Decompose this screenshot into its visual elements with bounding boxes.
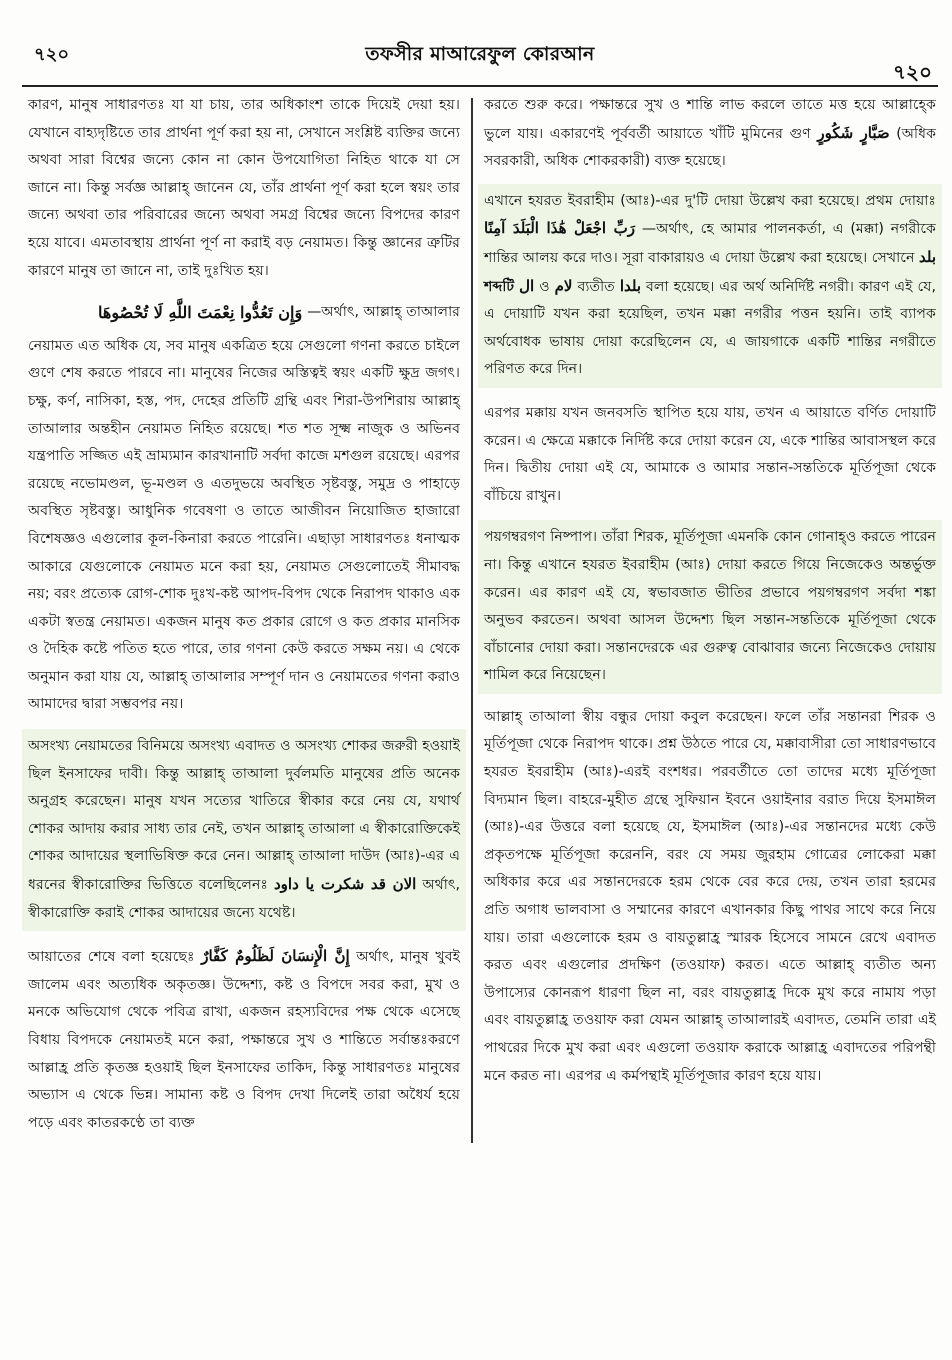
left-paragraph-3 <box>22 729 466 931</box>
left-paragraph-1: কারণ, মানুষ সাধারণতঃ যা যা চায়, তার অধিকাংশ তাকে দিয়েই দেয়া হয়। যেখানে বাহ্যদৃষ্টিতে তার প্রার্থনা পূর্ণ করা হয় না, সেখানে সংশ্লিষ্ট ব্যক্তির জন্যে অথবা সারা বিশ্বের জন্যে কোন না কোন উপযোগিতা নিহিত থাকে যা সে জানে না। কিন্তু সর্বজ্ঞ আল্লাহ্ জানেন যে, তাঁর প্রার্থনা পূর্ণ করা হলে স্বয়ং তার জন্যে অথবা তার পরিবারের জন্যে অথবা সমগ্র বিশ্বের জন্যে বিপদের কারণ হয়ে যাবে। এমতাবস্থায় প্রার্থনা পূর্ণ না করাই বড় নেয়ামত। কিন্তু জ্ঞানের ত্রুটির কারণে মানুষ তা জানে না, তাই দুঃখিত হয়। <box>28 97 460 279</box>
right-page-number: ৭২০ <box>892 60 932 84</box>
right-p2-word-1: بلد <box>919 247 937 266</box>
right-p1-text: করতে শুরু করে। পক্ষান্তরে সুখ ও শান্তি লাভ করলে তাতে মত্ত হয়ে আল্লাহ্কে ভুলে যায়। একারণেই পূর্ববর্তী আয়াতে খাঁটি মুমিনের গুণ <box>484 97 936 142</box>
left-p3-text: অসংখ্য নেয়ামতের বিনিময়ে অসংখ্য এবাদত ও অসংখ্য শোকর জরুরী হওয়াই ছিল ইনসাফের দাবী। কিন্তু আল্লাহ্ তাআলা দুর্বলমতি মানুষের প্রতি অনেক অনুগ্রহ করেছেন। মানুষ যখন সত্যের খাতিরে স্বীকার করে নেয় যে, যথার্থ শোকর আদায় করার সাধ্য তার নেই, তখন আল্লাহ্ তাআলা এ স্বীকারোক্তিকেই শোকর আদায়ের স্থলাভিষিক্ত করে নেন। আল্লাহ্ তাআলা দাউদ (আঃ)-এর এ ধরনের স্বীকারোক্তির ভিত্তিতে বলেছিলেনঃ <box>28 738 460 894</box>
right-p2-end: বলা হয়েছে। এর অর্থ অনির্দিষ্ট নগরী। কারণ এই যে, এ দোয়াটি যখন করা হয়েছিল, তখন মক্কা নগরীর পত্তন হয়নি। তাই ব্যাপক অর্থবোধক ভাষায় দোয়া করেছিলেন যে, এ জায়গাকে একটি শান্তির নগরীতে পরিণত করে দিন। <box>484 278 936 378</box>
right-p2-word-4: بلدا <box>619 276 642 295</box>
left-p3-end: অর্থাৎ, স্বীকারোক্তি করাই শোকর আদায়ের জন্যে যথেষ্ট। <box>28 877 460 921</box>
right-paragraph-3: এরপর মক্কায় যখন জনবসতি স্থাপিত হয়ে যায়, তখন এ আয়াতে বর্ণিত দোয়াটি করেন। এ ক্ষেত্রে মক্কাকে নির্দিষ্ট করে দোয়া করেন যে, একে শান্তির আবাসস্থল করে দিন। দ্বিতীয় দোয়া এই যে, আমাকে ও আমার সন্তান-সন্ততিকে মূর্তিপূজা থেকে বাঁচিয়ে রাখুন। <box>484 404 936 504</box>
verse-meaning: —অর্থাৎ, আল্লাহ্ তাআলার <box>307 304 460 321</box>
right-p2-mid-2: শব্দটি <box>484 278 515 295</box>
right-p2-mid-4: ব্যতীত <box>577 278 615 295</box>
right-paragraph-4: পয়গম্বরগণ নিষ্পাপ। তাঁরা শিরক, মূর্তিপূজা এমনকি কোন গোনাহ্ও করতে পারেন না। কিন্তু এখানে হযরত ইবরাহীম (আঃ) দোয়া করতে গিয়ে নিজেকেও অন্তর্ভুক্ত করেন। এর কারণ এই যে, স্বভাবজাত ভীতির প্রভাবে পয়গম্বরগণ সর্বদা শঙ্কা অনুভব করতেন। অথবা আসল উদ্দেশ্য ছিল সন্তান-সন্ততিকে মূর্তিপূজা থেকে বাঁচানোর দোয়া করা। সন্তানদেরকে এর গুরুত্ব বোঝাবার জন্যে নিজেকেও দোয়ায় শামিল করে নিয়েছেন। <box>478 520 942 694</box>
right-paragraph-2 <box>478 184 942 388</box>
right-p2-arabic: رَبِّ اجْعَلْ هَٰذَا الْبَلَدَ آمِنًا <box>484 219 636 238</box>
left-p4-start: আয়াতের শেষে বলা হয়েছেঃ <box>28 949 195 966</box>
column-divider <box>471 98 473 1143</box>
page-header <box>22 40 938 84</box>
right-paragraph-1 <box>484 92 936 176</box>
left-page-number: ৭২০ <box>34 44 70 65</box>
right-paragraph-5: আল্লাহ্ তাআলা স্বীয় বন্ধুর দোয়া কবুল করেছেন। ফলে তাঁর সন্তানরা শিরক ও মূর্তিপূজা থেকে নিরাপদ থাকে। প্রশ্ন উঠতে পারে যে, মক্কাবাসীরা তো সাধারণভাবে হযরত ইবরাহীম (আঃ)-এরই বংশধর। পরবর্তীতে তো তাদের মধ্যে মূর্তিপূজা বিদ্যমান ছিল। বাহরে-মুহীত গ্রন্থে সুফিয়ান ইবনে ওয়াইনার বরাত দিয়ে ইসমাঈল (আঃ)-এর উত্তরে বলা হয়েছে যে, ইসমাঈল (আঃ)-এর সন্তানদের মধ্যে কেউ প্রকৃতপক্ষে মূর্তিপূজা করেননি, বরং যে সময় জুরহাম গোত্রের লোকেরা মক্কা অধিকার করে এর সন্তানদেরকে হরম থেকে বের করে দেয়, তখন তারা হরমের প্রতি অগাধ ভালবাসা ও সম্মানের কারণে এখানকার কিছু পাথর সাথে করে নিয়ে যায়। তারা এগুলোকে হরম ও বায়তুল্লাহ্র স্মারক হিসেবে সামনে রেখে এবাদত করত এবং এগুলোর প্রদক্ষিণ (তওয়াফ) করত। এতে আল্লাহ্ ব্যতীত অন্য উপাস্যের কোনরূপ ধারণা ছিল না, বরং বায়তুল্লাহ্র দিকে মুখ করে নামায পড়া এবং বায়তুল্লাহ্র তওয়াফ করা যেমন আল্লাহ্ তাআলারই এবাদত, তেমনি তারা এই পাথরের দিকে মুখ করা এবং এগুলো তওয়াফ করাকে আল্লাহ্র এবাদতের পরিপন্থী মনে করত না। এরপর এ কর্মপন্থাই মূর্তিপূজার কারণ হয়ে যায়। <box>484 708 936 1084</box>
header-rule <box>22 85 938 87</box>
right-p2-word-2: ال <box>519 276 535 295</box>
right-p2-mid: —অর্থাৎ, হে আমার পালনকর্তা, এ (মক্কা) নগরীকে শান্তির আলয় করে দাও। সূরা বাকারায়ও এ দোয়া উল্লেখ করা হয়েছে। সেখানে <box>484 221 936 266</box>
right-p1-end: (অধিক সবরকারী, অধিক শোকরকারী) ব্যক্ত হয়েছে। <box>484 125 936 170</box>
verse-line <box>28 299 460 327</box>
left-p4-rest: অর্থাৎ, মানুষ খুবই জালেম এবং অত্যধিক অকৃতজ্ঞ। উদ্দেশ্য, কষ্ট ও বিপদে সবর করা, মুখ ও মনকে অভিযোগ থেকে পবিত্র রাখা, একজন রহস্যবিদের পক্ষ থেকে এসেছে বিধায় বিপদকে নেয়ামতই মনে করা, পক্ষান্তরে সুখ ও শান্তিতে সর্বান্তঃকরণে আল্লাহ্র প্রতি কৃতজ্ঞ হওয়াই ছিল ইনসাফের তাকিদ, কিন্তু সাধারণতঃ মানুষের অভ্যাস এ থেকে ভিন্ন। সামান্য কষ্ট ও বিপদ দেখা দিলেই তারা অধৈর্য হয়ে পড়ে এবং কাতরকণ্ঠে তা ব্যক্ত <box>28 949 460 1131</box>
left-column <box>28 92 460 1137</box>
left-paragraph-4 <box>28 943 460 1137</box>
right-p1-arabic: صَبَّارٍ شَكُورٍ <box>817 123 890 142</box>
left-p4-arabic: إِنَّ الْإِنسَانَ لَظَلُومٌ كَفَّارٌ <box>201 947 350 966</box>
running-title: তফসীর মাআরেফুল কোরআন <box>365 43 595 65</box>
right-p2-mid-3: ও <box>539 278 550 295</box>
left-p3-arabic: الان قد شكرت يا داود <box>273 875 417 894</box>
right-p2-word-3: لام <box>554 276 573 295</box>
verse-arabic: وَإِن تَعُدُّوا نِعْمَتَ اللَّهِ لَا تُحْصُوهَا <box>98 303 303 323</box>
left-paragraph-2: নেয়ামত এত অধিক যে, সব মানুষ একত্রিত হয়ে সেগুলো গণনা করতে চাইলে গুণে শেষ করতে পারবে না। মানুষের নিজের অস্তিত্বই স্বয়ং একটি ক্ষুদ্র জগৎ। চক্ষু, কর্ণ, নাসিকা, হস্ত, পদ, দেহের প্রতিটি গ্রন্থি এবং শিরা-উপশিরায় আল্লাহ্ তাআলার অন্তহীন নেয়ামত নিহিত রয়েছে। শত শত সূক্ষ্ম নাজুক ও অভিনব যন্ত্রপাতি সজ্জিত এই ভ্রাম্যমান কারখানাটি সর্বদা কাজে মশগুল রয়েছে। এরপর রয়েছে নভোমণ্ডল, ভূ-মণ্ডল ও এতদুভয়ে অবস্থিত সৃষ্টবস্তু, সমুদ্র ও পাহাড়ে অবস্থিত সৃষ্টবস্তু। আধুনিক গবেষণা ও তাতে আজীবন নিয়োজিত হাজারো বিশেষজ্ঞও এগুলোর কূল-কিনারা করতে পারেনি। এছাড়া সাধারণতঃ ধনাত্মক আকারে যেগুলোকে নেয়ামত মনে করা হয়, নেয়ামত সেগুলোতেই সীমাবদ্ধ নয়; বরং প্রত্যেক রোগ-শোক দুঃখ-কষ্ট আপদ-বিপদ থেকে নিরাপদ থাকাও এক একটা স্বতন্ত্র নেয়ামত। একজন মানুষ কত প্রকার রোগে ও কত প্রকার মানসিক ও দৈহিক কষ্টে পতিত হতে পারে, তার গণনা কেউ করতে সক্ষম নয়। এ থেকে অনুমান করা যায় যে, আল্লাহ্ তাআলার সম্পূর্ণ দান ও নেয়ামতের গণনা করাও আমাদের দ্বারা সম্ভবপর নয়। <box>28 337 460 713</box>
right-column <box>484 92 936 1090</box>
right-p2-start: এখানে হযরত ইবরাহীম (আঃ)-এর দু'টি দোয়া উল্লেখ করা হয়েছে। প্রথম দোয়াঃ <box>484 192 936 209</box>
